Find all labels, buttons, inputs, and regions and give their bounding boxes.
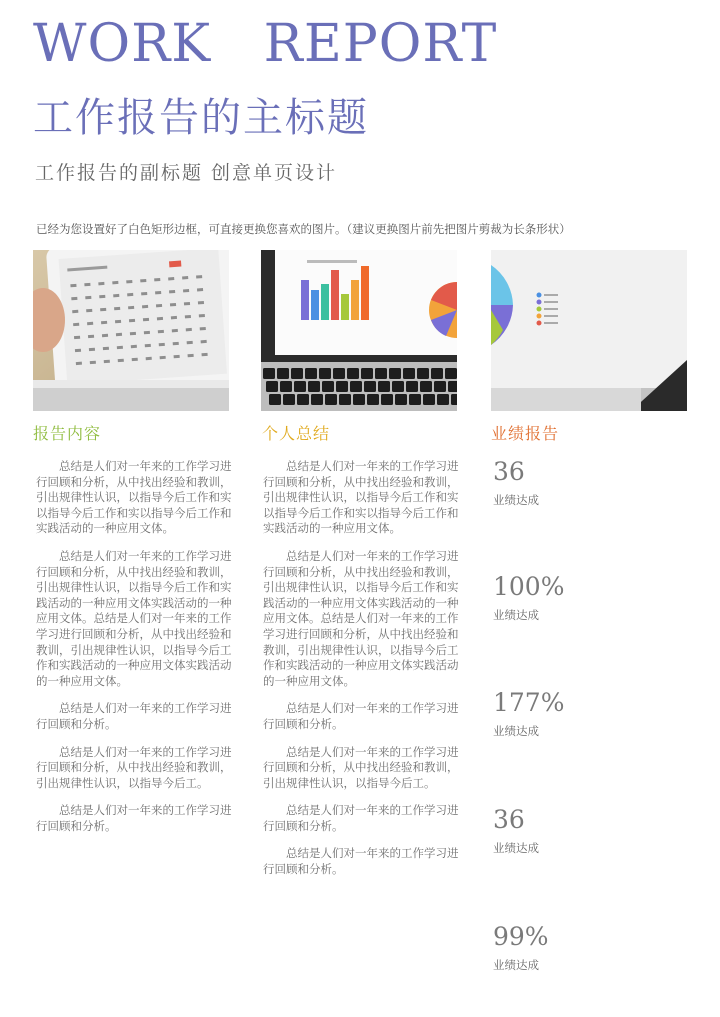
- stat-item: [493, 807, 673, 856]
- stat-value: 177%: [493, 688, 565, 717]
- report-content-text: [36, 459, 232, 846]
- stat-label: 业绩达成: [493, 608, 539, 622]
- paragraph: 总结是人们对一年来的工作学习进行回顾和分析。: [263, 701, 459, 731]
- paragraph: 总结是人们对一年来的工作学习进行回顾和分析，从中找出经验和教训，引出规律性认识，以指导今后工。: [263, 744, 459, 790]
- paragraph: 总结是人们对一年来的工作学习进行回顾和分析。: [36, 701, 232, 731]
- stat-label: 业绩达成: [493, 493, 539, 507]
- paragraph: 总结是人们对一年来的工作学习进行回顾和分析。: [36, 803, 232, 833]
- paragraph: 总结是人们对一年来的工作学习进行回顾和分析，从中找出经验和教训，引出规律性认识，以指导今后工作和实以指导今后工作和实以指导今后工作和实践活动的一种应用文体。: [36, 459, 232, 536]
- stat-item: [493, 459, 673, 508]
- paragraph: 总结是人们对一年来的工作学习进行回顾和分析，从中找出经验和教训，引出规律性认识，以指导今后工。: [36, 744, 232, 790]
- stat-item: [493, 924, 673, 973]
- stat-label: 业绩达成: [493, 958, 539, 972]
- title-en: WORK REPORT: [33, 14, 498, 74]
- stat-value: 100%: [493, 572, 565, 601]
- page-subtitle: 工作报告的副标题 创意单页设计: [35, 162, 338, 184]
- stat-item: [493, 574, 673, 623]
- stat-label: 业绩达成: [493, 724, 539, 738]
- heading-personal-summary: 个人总结: [262, 424, 331, 443]
- heading-report-content: 报告内容: [33, 424, 102, 443]
- stat-value: 36: [493, 805, 525, 834]
- stat-value: 36: [493, 457, 525, 486]
- laptop-bar-chart-photo[interactable]: [261, 250, 457, 411]
- paragraph: 总结是人们对一年来的工作学习进行回顾和分析，从中找出经验和教训，引出规律性认识，以指导今后工作和实以指导今后工作和实以指导今后工作和实践活动的一种应用文体。: [263, 459, 459, 536]
- heading-performance-report: 业绩报告: [491, 424, 560, 443]
- paragraph: 总结是人们对一年来的工作学习进行回顾和分析，从中找出经验和教训，引出规律性认识，以指导今后工作和实践活动的一种应用文体实践活动的一种应用文体。总结是人们对一年来的工作学习进行回顾和分析，从中找出经验和教训，引出规律性认识，以指导今后工作和实践活动的一种应用文体实践活动的一种应用文体。: [36, 548, 232, 688]
- paragraph: 总结是人们对一年来的工作学习进行回顾和分析。: [263, 846, 459, 877]
- tablet-calendar-photo[interactable]: [33, 250, 229, 411]
- stat-value: 99%: [493, 922, 549, 951]
- page-title: 工作报告的主标题: [33, 95, 369, 141]
- photo-notice: 已经为您设置好了白色矩形边框，可直接更换您喜欢的图片。（建议更换图片前先把图片剪裁为长条形状）: [36, 222, 571, 236]
- laptop-pie-chart-photo[interactable]: [491, 250, 687, 411]
- personal-summary-text: [263, 459, 459, 890]
- stat-item: [493, 690, 673, 739]
- paragraph: 总结是人们对一年来的工作学习进行回顾和分析，从中找出经验和教训，引出规律性认识，以指导今后工作和实践活动的一种应用文体实践活动的一种应用文体。总结是人们对一年来的工作学习进行回顾和分析，从中找出经验和教训，引出规律性认识，以指导今后工作和实践活动的一种应用文体实践活动的一种应用文体。: [263, 548, 459, 688]
- paragraph: 总结是人们对一年来的工作学习进行回顾和分析。: [263, 803, 459, 833]
- stat-label: 业绩达成: [493, 841, 539, 855]
